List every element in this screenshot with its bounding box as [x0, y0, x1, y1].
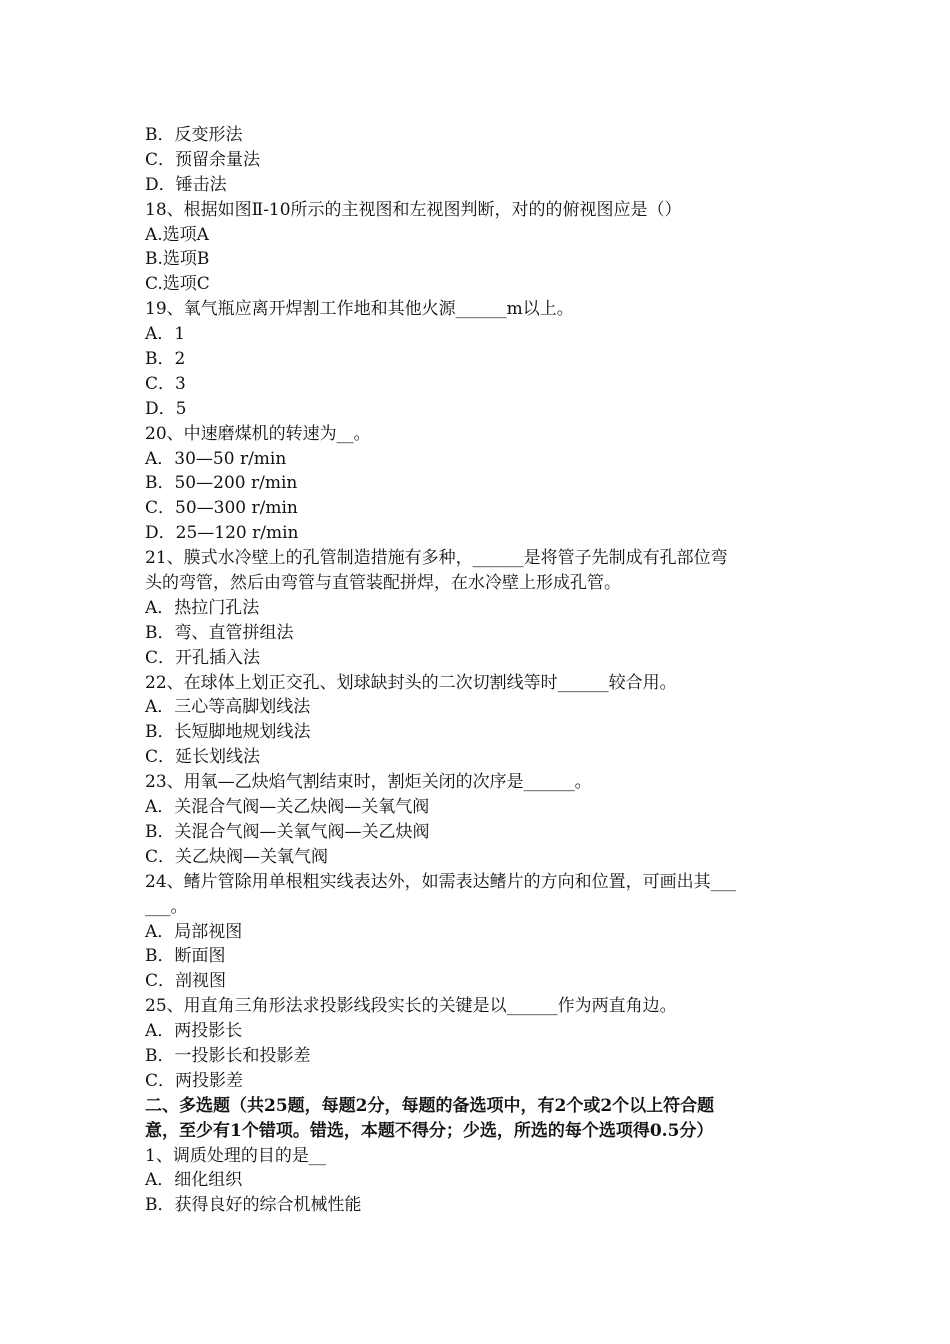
document-body	[145, 123, 810, 1218]
text-line: A．两投影长	[145, 1021, 243, 1042]
text-line: 19、氧气瓶应离开焊割工作地和其他火源______m以上。	[145, 299, 574, 320]
text-line: A．细化组织	[145, 1170, 243, 1191]
text-line: D．25—120 r/min	[145, 523, 299, 544]
text-line: B．关混合气阀—关氧气阀—关乙炔阀	[145, 821, 430, 842]
text-line: C．3	[145, 373, 186, 394]
text-line: C．关乙炔阀—关氧气阀	[145, 846, 329, 867]
text-line: C．延长划线法	[145, 747, 261, 768]
text-line: 23、用氧—乙炔焰气割结束时，割炬关闭的次序是______。	[145, 772, 592, 793]
text-line: C．50—300 r/min	[145, 498, 298, 519]
text-line: B．反变形法	[145, 125, 243, 145]
text-line: C．预留余量法	[145, 149, 261, 170]
text-line: D．锤击法	[145, 174, 227, 195]
section-heading-line: 二、多选题（共25题，每题2分，每题的备选项中，有2个或2个以上符合题	[145, 1095, 715, 1116]
text-line: A．三心等高脚划线法	[145, 697, 311, 718]
text-line: B．获得良好的综合机械性能	[145, 1195, 362, 1216]
text-line: B．一投影长和投影差	[145, 1045, 311, 1066]
text-line: 20、中速磨煤机的转速为__。	[145, 423, 371, 444]
text-line: 22、在球体上划正交孔、划球缺封头的二次切割线等时______较合用。	[145, 672, 677, 693]
text-line: 18、根据如图Ⅱ-10所示的主视图和左视图判断，对的的俯视图应是（）	[145, 199, 682, 220]
text-line: C.选项C	[145, 274, 210, 295]
text-line: B．长短脚地规划线法	[145, 722, 311, 743]
text-line: C．剖视图	[145, 971, 227, 992]
text-line: 头的弯管，然后由弯管与直管装配拼焊，在水冷壁上形成孔管。	[145, 573, 621, 594]
text-line: B．2	[145, 349, 186, 370]
text-line: A．局部视图	[145, 921, 243, 942]
text-line: A．关混合气阀—关乙炔阀—关氧气阀	[145, 797, 430, 818]
text-line: A．30—50 r/min	[145, 448, 287, 469]
text-line: C．两投影差	[145, 1070, 244, 1091]
text-line: B．弯、直管拼组法	[145, 622, 294, 643]
text-line: A.选项A	[145, 224, 209, 245]
section-heading-line: 意，至少有1个错项。错选，本题不得分；少选，所选的每个选项得0.5分）	[145, 1120, 714, 1141]
text-line: A．1	[145, 324, 186, 345]
text-line: 25、用直角三角形法求投影线段实长的关键是以______作为两直角边。	[145, 996, 677, 1017]
text-line: A．热拉门孔法	[145, 597, 260, 618]
text-line: 24、鳍片管除用单根粗实线表达外，如需表达鳍片的方向和位置，可画出其___	[145, 871, 737, 892]
text-line: ___。	[145, 896, 188, 917]
text-line: D．5	[145, 398, 187, 419]
text-line: B．断面图	[145, 946, 226, 967]
text-line: C．开孔插入法	[145, 647, 261, 668]
text-line: B．50—200 r/min	[145, 473, 298, 494]
text-line: B.选项B	[145, 249, 210, 270]
text-line: 21、膜式水冷壁上的孔管制造措施有多种，______是将管子先制成有孔部位弯	[145, 548, 728, 569]
text-line: 1、调质处理的目的是__	[145, 1145, 326, 1166]
